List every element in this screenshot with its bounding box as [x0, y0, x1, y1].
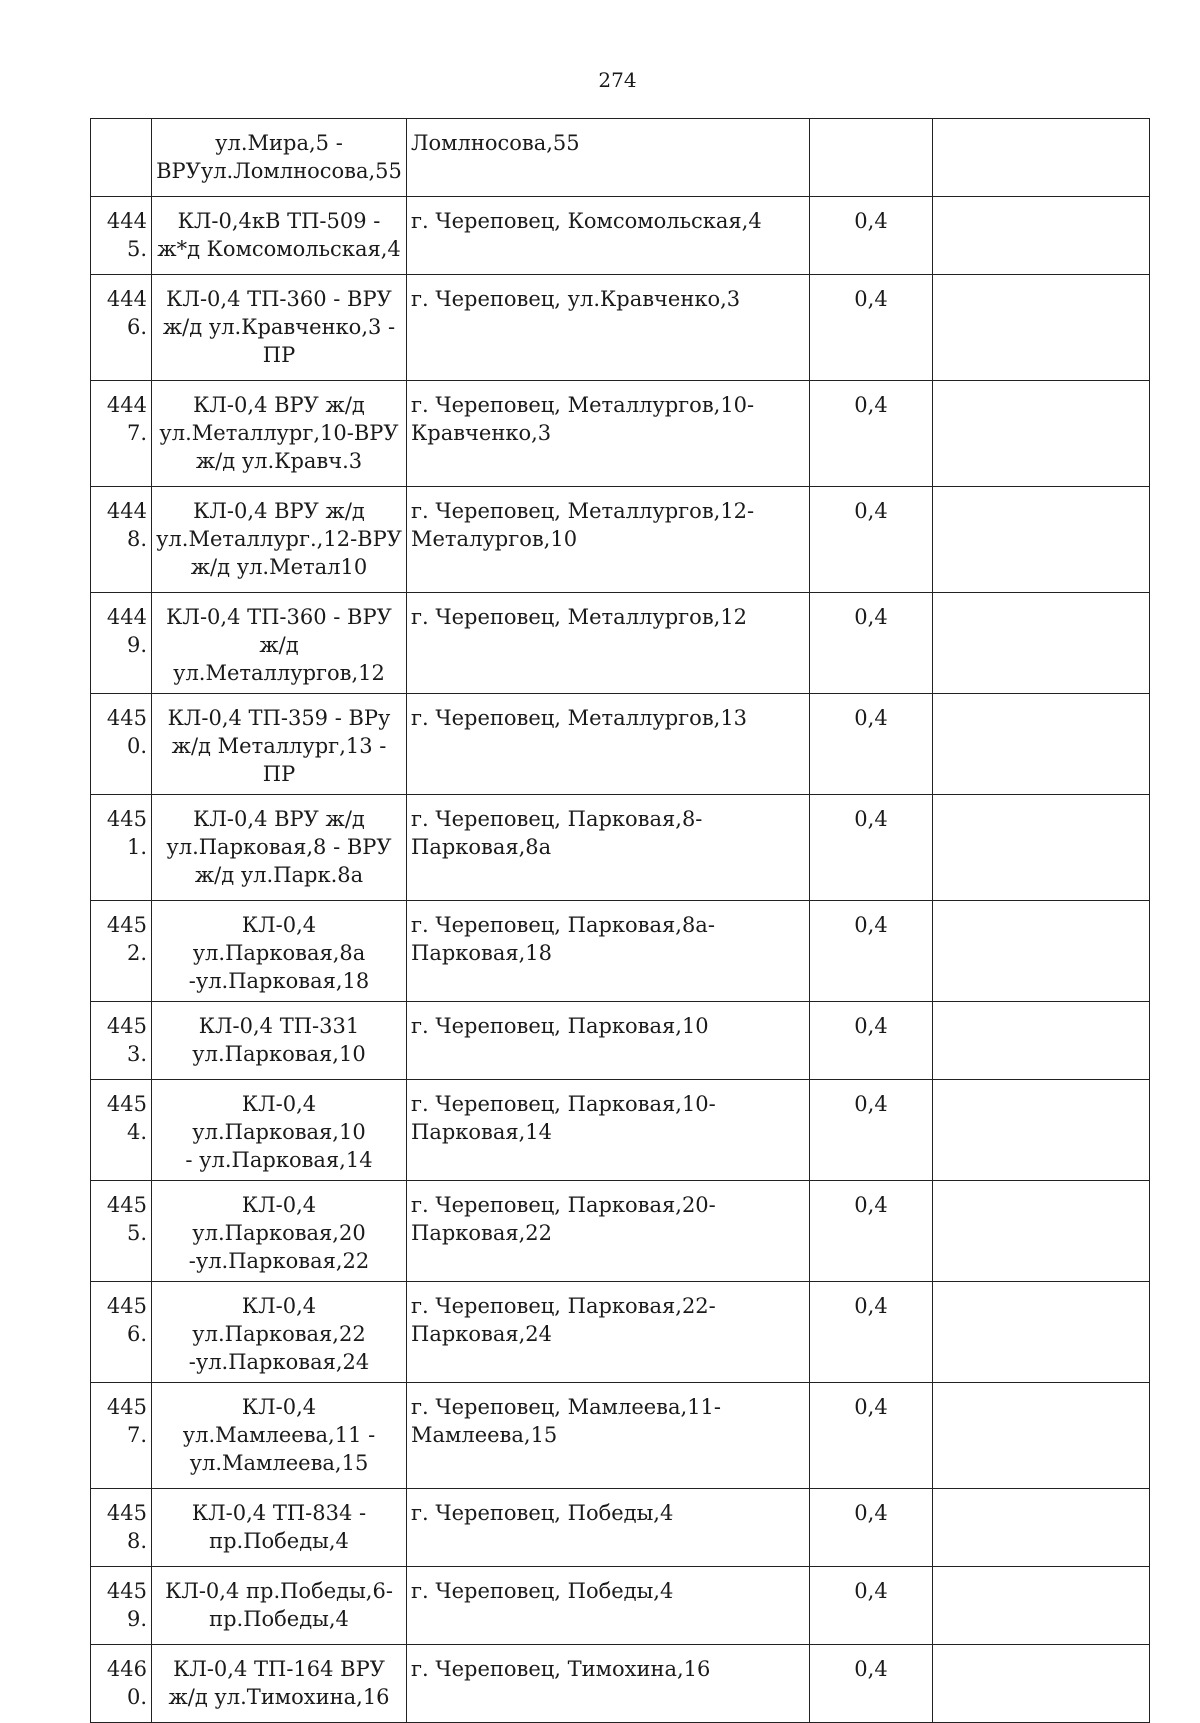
voltage-cell: 0,4 — [810, 1282, 933, 1383]
address-cell — [407, 1282, 810, 1383]
row-number-cell: 4447. — [91, 381, 152, 487]
line-name-text: КЛ-0,4 ул.Парковая,10 — [192, 1092, 366, 1144]
voltage-cell — [810, 119, 933, 197]
address-text: г. Череповец, Комсомольская,4 — [411, 209, 762, 233]
row-number-cell: 4456. — [91, 1282, 152, 1383]
line-name-text: КЛ-0,4 пр.Победы,6- — [165, 1579, 393, 1603]
empty-cell — [933, 1567, 1150, 1645]
row-number-cell: 4454. — [91, 1080, 152, 1181]
line-name-text: КЛ-0,4 ТП-359 - ВРу — [167, 706, 391, 730]
empty-cell — [933, 197, 1150, 275]
line-name-cell — [152, 487, 407, 593]
row-number-cell: 4445. — [91, 197, 152, 275]
line-name-text: -ул.Парковая,24 — [188, 1350, 370, 1374]
cable-line-registry-table — [90, 118, 1150, 1723]
address-cell — [407, 487, 810, 593]
voltage-cell: 0,4 — [810, 694, 933, 795]
empty-cell — [933, 381, 1150, 487]
table-row — [91, 381, 1150, 487]
line-name-text: -ул.Парковая,22 — [188, 1249, 370, 1273]
line-name-text: КЛ-0,4 — [241, 1395, 317, 1419]
line-name-cell — [152, 119, 407, 197]
line-name-text: ул.Металлург,10-ВРУ — [159, 421, 399, 445]
voltage-cell: 0,4 — [810, 795, 933, 901]
row-number-cell: 4455. — [91, 1181, 152, 1282]
empty-cell — [933, 119, 1150, 197]
address-cell — [407, 197, 810, 275]
address-text: г. Череповец, Победы,4 — [411, 1579, 674, 1603]
line-name-text: КЛ-0,4 ТП-360 - ВРУ — [166, 605, 392, 629]
address-cell — [407, 1567, 810, 1645]
address-cell — [407, 1002, 810, 1080]
line-name-text: КЛ-0,4кВ ТП-509 - — [177, 209, 381, 233]
voltage-cell: 0,4 — [810, 1567, 933, 1645]
table-row — [91, 1002, 1150, 1080]
line-name-text: ж/д ул.Кравч.3 — [195, 449, 363, 473]
line-name-text: КЛ-0,4 ВРУ ж/д — [193, 393, 365, 417]
address-text: г. Череповец, Мамлеева,11- — [411, 1395, 722, 1419]
line-name-cell — [152, 381, 407, 487]
table-row — [91, 694, 1150, 795]
table-row — [91, 197, 1150, 275]
line-name-text: ж/д ул.Металлургов,12 — [173, 633, 385, 685]
voltage-cell: 0,4 — [810, 1080, 933, 1181]
address-cell — [407, 1181, 810, 1282]
address-text: г. Череповец, Парковая,8а- — [411, 913, 715, 937]
empty-cell — [933, 1383, 1150, 1489]
empty-cell — [933, 1080, 1150, 1181]
row-number-cell: 4458. — [91, 1489, 152, 1567]
line-name-text: ул.Парковая,8 - ВРУ — [166, 835, 392, 859]
voltage-cell: 0,4 — [810, 381, 933, 487]
line-name-cell — [152, 197, 407, 275]
address-text: г. Череповец, Парковая,10- — [411, 1092, 716, 1116]
table-row — [91, 901, 1150, 1002]
address-text: Кравченко,3 — [411, 421, 552, 445]
line-name-text: ул.Металлург.,12-ВРУ — [156, 527, 402, 551]
row-number-cell: 4459. — [91, 1567, 152, 1645]
voltage-cell: 0,4 — [810, 901, 933, 1002]
line-name-cell — [152, 1645, 407, 1723]
table-row — [91, 1489, 1150, 1567]
line-name-text: КЛ-0,4 ул.Парковая,22 — [192, 1294, 366, 1346]
line-name-text: -ул.Парковая,18 — [188, 969, 370, 993]
address-cell — [407, 593, 810, 694]
line-name-text: ж*д Комсомольская,4 — [157, 237, 401, 261]
line-name-text: КЛ-0,4 ул.Парковая,20 — [192, 1193, 366, 1245]
page-number: 274 — [598, 68, 637, 92]
line-name-cell — [152, 1282, 407, 1383]
line-name-text: ВРУул.Ломлносова,55 — [156, 159, 402, 183]
row-number-cell: 4451. — [91, 795, 152, 901]
empty-cell — [933, 275, 1150, 381]
address-text: г. Череповец, Металлургов,13 — [411, 706, 748, 730]
address-text: г. Череповец, Парковая,20- — [411, 1193, 716, 1217]
line-name-cell — [152, 1181, 407, 1282]
voltage-cell: 0,4 — [810, 593, 933, 694]
empty-cell — [933, 694, 1150, 795]
line-name-cell — [152, 795, 407, 901]
address-text: г. Череповец, Победы,4 — [411, 1501, 674, 1525]
voltage-cell: 0,4 — [810, 275, 933, 381]
line-name-text: ул.Мира,5 - — [215, 131, 343, 155]
empty-cell — [933, 795, 1150, 901]
table-row — [91, 1567, 1150, 1645]
address-cell — [407, 1645, 810, 1723]
line-name-cell — [152, 1002, 407, 1080]
table-row — [91, 1080, 1150, 1181]
table-row — [91, 1282, 1150, 1383]
address-text: Парковая,22 — [411, 1221, 553, 1245]
address-text: Мамлеева,15 — [411, 1423, 558, 1447]
table-row — [91, 119, 1150, 197]
line-name-text: ж/д Металлург,13 - ПР — [171, 734, 387, 786]
line-name-text: ПР — [262, 343, 296, 367]
line-name-text: КЛ-0,4 ул.Парковая,8а — [192, 913, 366, 965]
table-row — [91, 275, 1150, 381]
address-cell — [407, 694, 810, 795]
address-cell — [407, 901, 810, 1002]
row-number-cell: 4449. — [91, 593, 152, 694]
address-text: г. Череповец, Металлургов,12 — [411, 605, 748, 629]
address-text: г. Череповец, Металлургов,12- — [411, 499, 755, 523]
line-name-text: КЛ-0,4 ВРУ ж/д — [193, 807, 365, 831]
address-text: г. Череповец, Парковая,10 — [411, 1014, 709, 1038]
address-cell — [407, 795, 810, 901]
table-row — [91, 593, 1150, 694]
voltage-cell: 0,4 — [810, 197, 933, 275]
address-text: Парковая,8а — [411, 835, 552, 859]
empty-cell — [933, 487, 1150, 593]
voltage-cell: 0,4 — [810, 1383, 933, 1489]
line-name-text: ул.Мамлеева,15 — [189, 1451, 369, 1475]
line-name-cell — [152, 1567, 407, 1645]
address-text: Парковая,14 — [411, 1120, 553, 1144]
voltage-cell: 0,4 — [810, 487, 933, 593]
empty-cell — [933, 1181, 1150, 1282]
registry-table-body — [91, 119, 1150, 1723]
line-name-text: - ул.Парковая,14 — [185, 1148, 373, 1172]
line-name-text: КЛ-0,4 ТП-360 - ВРУ — [166, 287, 392, 311]
table-row — [91, 1645, 1150, 1723]
address-cell — [407, 275, 810, 381]
line-name-cell — [152, 275, 407, 381]
line-name-text: КЛ-0,4 ВРУ ж/д — [193, 499, 365, 523]
row-number-cell: 4446. — [91, 275, 152, 381]
line-name-cell — [152, 901, 407, 1002]
address-text: г. Череповец, Парковая,22- — [411, 1294, 716, 1318]
address-text: г. Череповец, Металлургов,10- — [411, 393, 755, 417]
line-name-text: пр.Победы,4 — [209, 1607, 349, 1631]
line-name-text: ж/д ул.Кравченко,3 - — [162, 315, 396, 339]
address-text: Металургов,10 — [411, 527, 578, 551]
line-name-text: ул.Мамлеева,11 - — [182, 1423, 376, 1447]
row-number-cell: 4452. — [91, 901, 152, 1002]
row-number-cell: 4460. — [91, 1645, 152, 1723]
empty-cell — [933, 1489, 1150, 1567]
row-number-cell — [91, 119, 152, 197]
address-cell — [407, 1383, 810, 1489]
address-cell — [407, 1489, 810, 1567]
table-row — [91, 1383, 1150, 1489]
table-row — [91, 487, 1150, 593]
line-name-cell — [152, 1080, 407, 1181]
line-name-text: пр.Победы,4 — [209, 1529, 349, 1553]
line-name-text: КЛ-0,4 ТП-331 — [198, 1014, 360, 1038]
voltage-cell: 0,4 — [810, 1489, 933, 1567]
line-name-cell — [152, 694, 407, 795]
address-text: г. Череповец, Тимохина,16 — [411, 1657, 711, 1681]
line-name-text: ул.Парковая,10 — [192, 1042, 366, 1066]
line-name-text: КЛ-0,4 ТП-834 - — [191, 1501, 367, 1525]
line-name-text: ж/д ул.Тимохина,16 — [168, 1685, 390, 1709]
empty-cell — [933, 593, 1150, 694]
row-number-cell: 4457. — [91, 1383, 152, 1489]
address-text: Парковая,24 — [411, 1322, 553, 1346]
line-name-text: ж/д ул.Метал10 — [190, 555, 368, 579]
table-row — [91, 1181, 1150, 1282]
voltage-cell: 0,4 — [810, 1002, 933, 1080]
table-row — [91, 795, 1150, 901]
line-name-cell — [152, 593, 407, 694]
empty-cell — [933, 1645, 1150, 1723]
row-number-cell: 4453. — [91, 1002, 152, 1080]
address-cell — [407, 1080, 810, 1181]
address-text: г. Череповец, Парковая,8- — [411, 807, 703, 831]
line-name-cell — [152, 1383, 407, 1489]
empty-cell — [933, 901, 1150, 1002]
voltage-cell: 0,4 — [810, 1181, 933, 1282]
address-text: г. Череповец, ул.Кравченко,3 — [411, 287, 741, 311]
address-text: Парковая,18 — [411, 941, 553, 965]
voltage-cell: 0,4 — [810, 1645, 933, 1723]
address-cell — [407, 381, 810, 487]
row-number-cell: 4450. — [91, 694, 152, 795]
empty-cell — [933, 1002, 1150, 1080]
line-name-text: ж/д ул.Парк.8а — [194, 863, 364, 887]
empty-cell — [933, 1282, 1150, 1383]
line-name-text: КЛ-0,4 ТП-164 ВРУ — [173, 1657, 385, 1681]
address-cell — [407, 119, 810, 197]
line-name-cell — [152, 1489, 407, 1567]
row-number-cell: 4448. — [91, 487, 152, 593]
address-text: Ломлносова,55 — [411, 131, 580, 155]
